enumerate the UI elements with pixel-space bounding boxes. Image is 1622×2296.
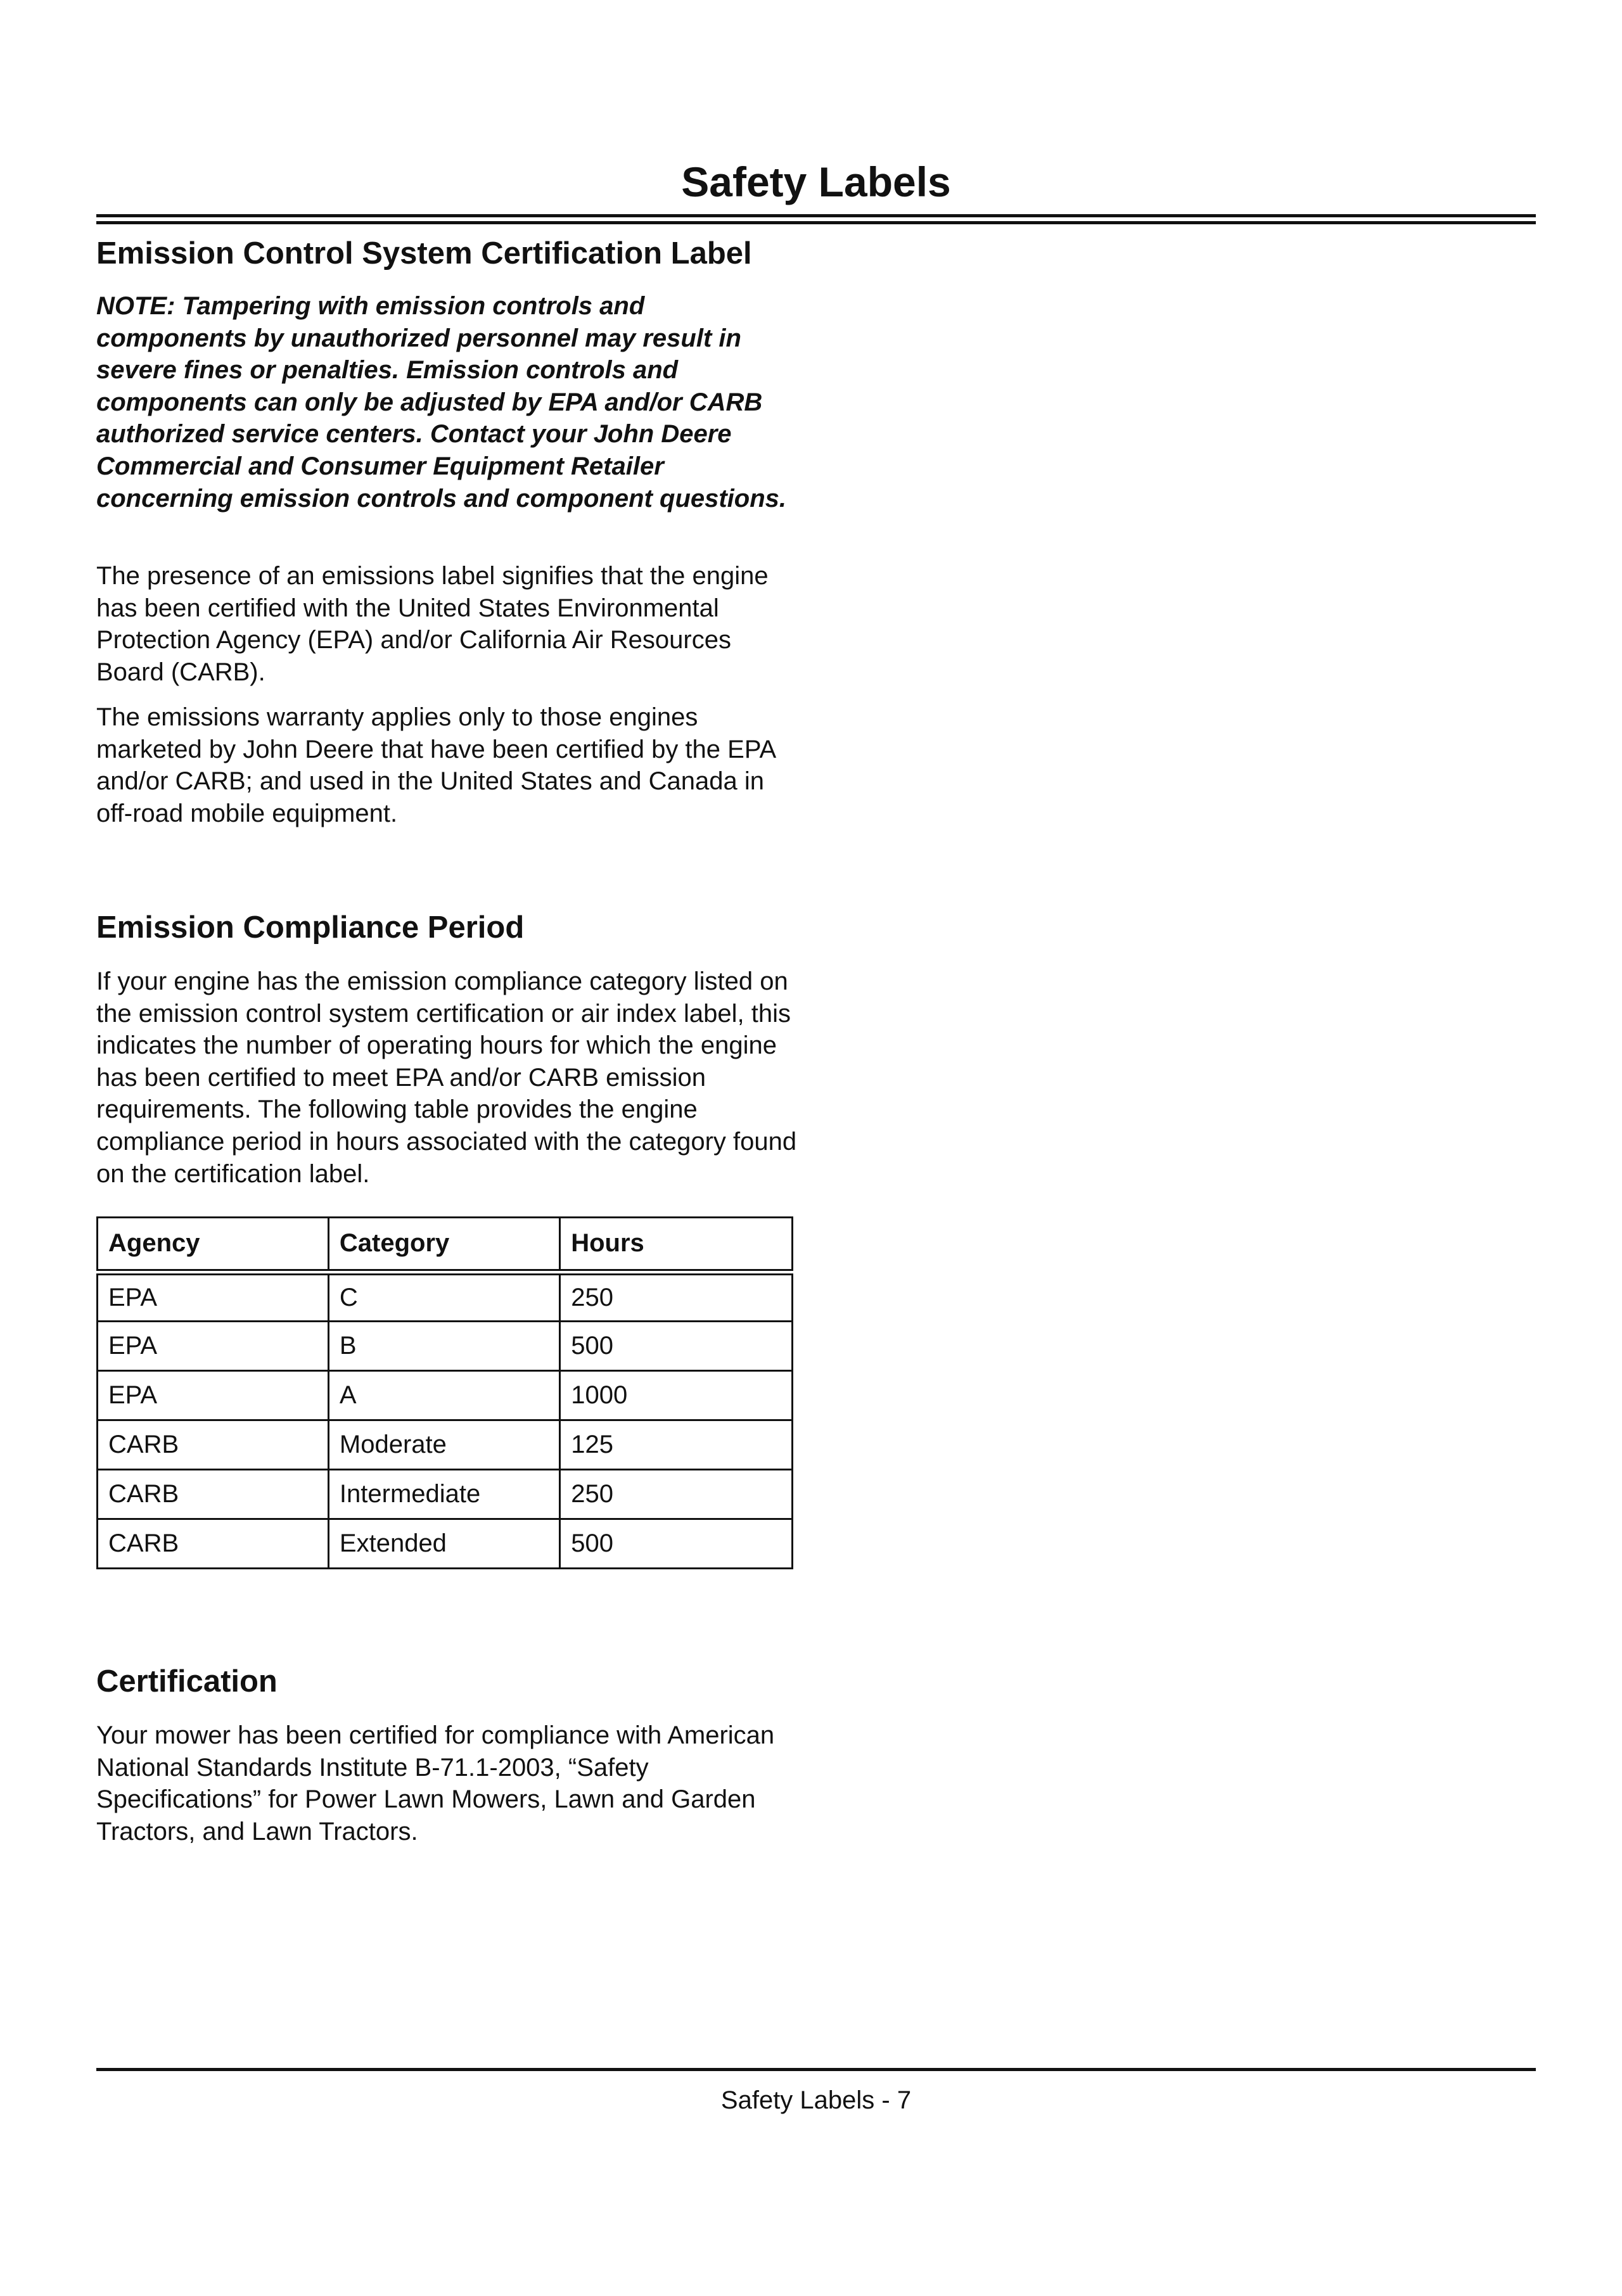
table-cell-agency: EPA [98, 1371, 329, 1420]
certification-paragraph: Your mower has been certified for compliance with American National Standards Institute B-71.1-2003, “Safety Specifications” for Power Lawn Mowers, Lawn and Garden Tractors, and Lawn Tractors. [96, 1721, 775, 1846]
section-heading-emission-label: Emission Control System Certification Label [96, 236, 752, 271]
tampering-note: NOTE: Tampering with emission controls and components by unauthorized personnel may result in severe fines or penalties. Emission controls and components can only be adjusted by EPA and/or CARB authorized service centers. Contact your John Deere Commercial and Consumer Equipment Retailer concerning emission controls and component questions. [96, 292, 787, 513]
table-cell-hours: 125 [560, 1420, 793, 1470]
table-row [98, 1519, 793, 1569]
table-cell-agency: EPA [98, 1322, 329, 1371]
table-cell-category: Intermediate [328, 1470, 559, 1519]
table-row [98, 1371, 793, 1420]
emission-label-paragraph-1: The presence of an emissions label signifies that the engine has been certified with the United States Environmental Protection Agency (EPA) and/or California Air Resources Board (CARB). [96, 562, 769, 686]
footer-rule [96, 2068, 1536, 2071]
table-cell-category: C [328, 1272, 559, 1322]
table-cell-category: Extended [328, 1519, 559, 1569]
table-header-category: Category [328, 1218, 559, 1272]
table-row [98, 1470, 793, 1519]
compliance-period-paragraph: If your engine has the emission compliance category listed on the emission control system certification or air index label, this indicates the number of operating hours for which the engine has been certified to meet EPA and/or CARB emission requirements. The following table provides the engine compliance period in hours associated with the category found on the certification label. [96, 967, 797, 1188]
title-double-rule [96, 214, 1536, 224]
table-cell-hours: 250 [560, 1272, 793, 1322]
table-row [98, 1322, 793, 1371]
section-heading-certification: Certification [96, 1664, 278, 1699]
compliance-period-table [96, 1216, 793, 1569]
table-cell-hours: 1000 [560, 1371, 793, 1420]
table-cell-agency: CARB [98, 1519, 329, 1569]
table-cell-agency: CARB [98, 1470, 329, 1519]
table-cell-category: B [328, 1322, 559, 1371]
table-header-agency: Agency [98, 1218, 329, 1272]
table-cell-agency: EPA [98, 1272, 329, 1322]
table-header-hours: Hours [560, 1218, 793, 1272]
table-cell-agency: CARB [98, 1420, 329, 1470]
table-header-row [98, 1218, 793, 1272]
page-footer: Safety Labels - 7 [720, 2086, 912, 2114]
table-cell-hours: 500 [560, 1519, 793, 1569]
table-cell-hours: 250 [560, 1470, 793, 1519]
table-cell-hours: 500 [560, 1322, 793, 1371]
table-cell-category: A [328, 1371, 559, 1420]
page-title: Safety Labels [681, 158, 951, 205]
table-row [98, 1272, 793, 1322]
table-row [98, 1420, 793, 1470]
table-cell-category: Moderate [328, 1420, 559, 1470]
emission-label-paragraph-2: The emissions warranty applies only to those engines marketed by John Deere that have been certified by the EPA and/or CARB; and used in the United States and Canada in off-road mobile equipment. [96, 703, 776, 827]
section-heading-compliance-period: Emission Compliance Period [96, 910, 525, 945]
